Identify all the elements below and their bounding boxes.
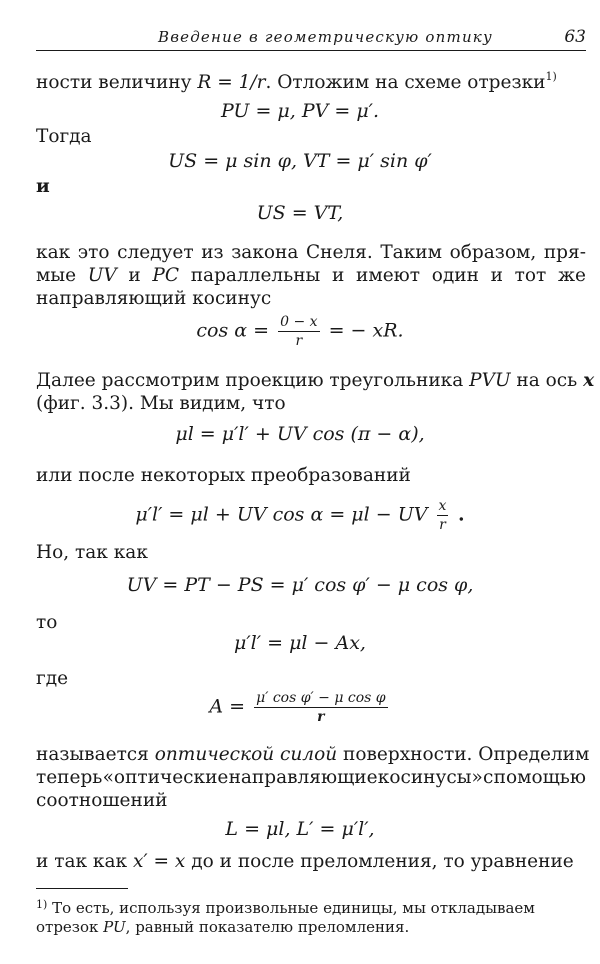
text-line-1: ности величину R = 1/r. Отложим на схеме отрезки$^{1)}$ (36, 70, 557, 93)
equation-9: A = $\frac{\text{μ′ cos φ′ − μ cos φ}}{r}$ (209, 690, 386, 725)
footnote-line-1: $^{1)}$ То есть, используя произвольные единицы, мы откладываем (36, 898, 535, 917)
fraction: $\frac{0 - x}{r}$ (280, 314, 318, 349)
text-line-5: мые UV и PC параллельны и имеют один и тот же (36, 265, 586, 286)
text-line-12: где (36, 668, 69, 689)
footnote-line-2: отрезок PU, равный показателю преломления. (36, 918, 410, 936)
equation-5: μl = μ′l′ + UV cos (π − α), (175, 423, 425, 445)
text-line-10: Но, так как (36, 542, 148, 563)
footnote-divider (36, 888, 128, 889)
equation-8: μ′l′ = μl − Ax, (234, 632, 366, 654)
equation-6: μ′l′ = μl + UV cos α = μl − UV $\frac{x}{r}$ . (135, 498, 465, 533)
equation-1: PU = μ, PV = μ′. (220, 100, 380, 122)
equation-7: UV = PT − PS = μ′ cos φ′ − μ cos φ, (126, 574, 474, 596)
text-line-13: называется оптической силой поверхности. Определим (36, 744, 590, 765)
text-line-2: Тогда (36, 126, 92, 147)
text-line-6: направляющий косинус (36, 288, 272, 309)
running-title: Введение в геометрическую оптику (158, 28, 493, 46)
equation-3: US = VT, (256, 202, 344, 224)
text-line-9: или после некоторых преобразований (36, 465, 411, 486)
page-number: 63 (564, 27, 586, 47)
running-header (36, 26, 586, 51)
footnote-ref: 1) (545, 70, 557, 83)
text-line-7: Далее рассмотрим проекцию треугольника PVU на ось x (36, 370, 595, 391)
text-line-16: и так как x′ = x до и после преломления, то уравнение (36, 851, 574, 872)
text-line-4: как это следует из закона Снеля. Таким образом, пря- (36, 242, 586, 263)
text-line-15: соотношений (36, 790, 168, 811)
equation-2: US = μ sin φ, VT = μ′ sin φ′ (168, 150, 432, 172)
text-line-11: то (36, 612, 58, 633)
equation-10: L = μl, L′ = μ′l′, (225, 818, 375, 840)
text-line-14: теперь «оптические направляющие косинусы» с помощью (36, 767, 586, 788)
text-line-8: (фиг. 3.3). Мы видим, что (36, 393, 286, 414)
fraction: $\frac{x}{r}$ (438, 498, 447, 533)
fraction: $\frac{\text{μ′ cos φ′ − μ cos φ}}{r}$ (256, 690, 386, 725)
equation-4: cos α = $\frac{0 - x}{r}$ = − xR. (196, 314, 404, 349)
text-line-3: и (36, 176, 50, 197)
